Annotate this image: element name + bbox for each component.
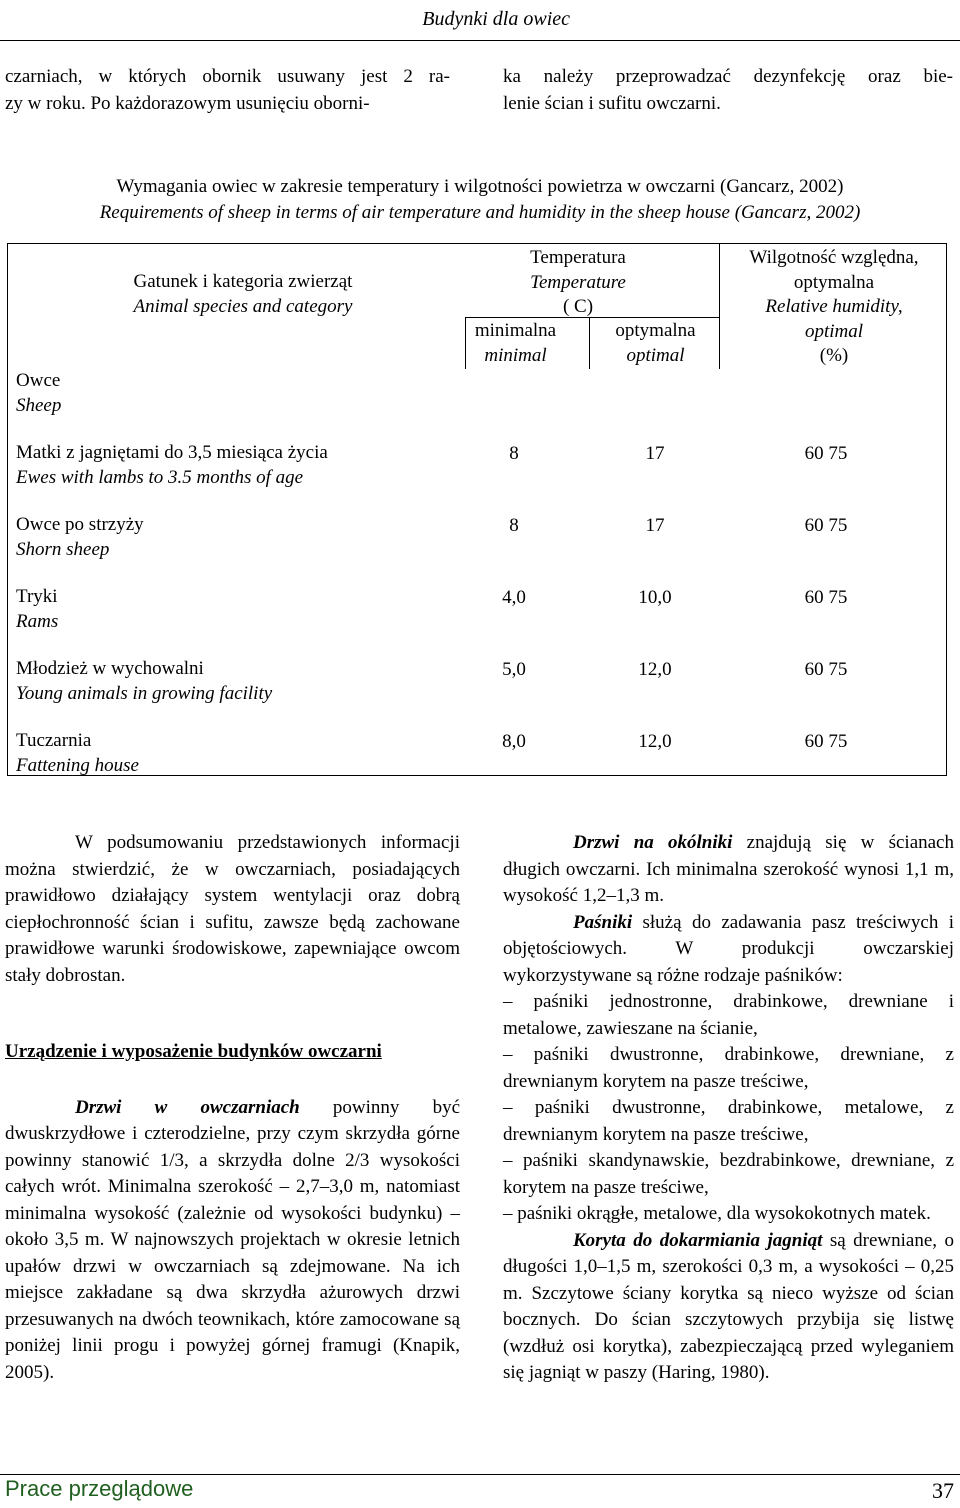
- footer-rule: [0, 1474, 960, 1475]
- table-col-divider-mid: [589, 317, 590, 369]
- list-item: – paśniki dwustronne, drabinkowe, drewniane, z drewnianym korytem na pasze treściwe,: [503, 1044, 954, 1092]
- left-column: [5, 830, 460, 1386]
- temp-unit: ( C): [562, 296, 594, 317]
- cell-min: 8,0: [502, 731, 526, 752]
- min-label-en: minimal: [484, 344, 547, 366]
- page-number: 37: [932, 1478, 954, 1503]
- right-column: [503, 830, 954, 1387]
- header-rule: [0, 40, 960, 41]
- cell-opt: 17: [645, 515, 665, 536]
- table-row: [16, 513, 144, 562]
- cell-opt: 17: [645, 443, 665, 464]
- col-header-species-pl: Gatunek i kategoria zwierząt: [133, 271, 353, 292]
- row-label-pl: Młodzież w wychowalni: [16, 658, 204, 679]
- table-caption-pl: Wymagania owiec w zakresie temperatury i wilgotności powietrza w owczarni (Gancarz, 2002): [116, 176, 844, 197]
- paddock-paragraph: [503, 830, 954, 910]
- hum-label-l4: optimal: [804, 320, 864, 342]
- group-label: [16, 369, 61, 418]
- row-label-pl: Owce po strzyży: [16, 514, 144, 535]
- cell-hum: 60 75: [804, 731, 848, 752]
- col-header-temperature: [463, 246, 693, 320]
- feeders-paragraph: [503, 910, 954, 990]
- row-label-en: Fattening house: [16, 754, 139, 776]
- list-item: – paśniki okrągłe, metalowe, dla wysokokotnych matek.: [503, 1203, 931, 1224]
- doors-paragraph: [5, 1095, 460, 1387]
- table-col-divider-left: [465, 317, 466, 369]
- cell-hum: 60 75: [804, 443, 848, 464]
- row-label-en: Shorn sheep: [16, 538, 110, 560]
- cell-min: 8: [509, 515, 519, 536]
- opt-label-en: optimal: [626, 344, 685, 366]
- section-heading-text: Urządzenie i wyposażenie budynków owczarni: [5, 1041, 382, 1062]
- col-header-opt: [593, 319, 718, 368]
- top-left-line-2: zy w roku. Po każdorazowym usunięciu oborni-: [5, 92, 370, 114]
- temp-label-pl: Temperatura: [530, 247, 626, 268]
- cell-hum: 60 75: [804, 587, 848, 608]
- cell-hum: 60 75: [804, 515, 848, 536]
- hum-label-l2: optymalna: [793, 271, 875, 293]
- list-item: – paśniki dwustronne, drabinkowe, metalowe, z drewnianym korytem na pasze treściwe,: [503, 1097, 954, 1145]
- row-label-pl: Tryki: [16, 586, 58, 607]
- min-label-pl: minimalna: [474, 320, 557, 341]
- troughs-text: są drewniane, o długości 1,0–1,5 m, szerokości 0,3 m, a wysokości – 0,25 m. Szczytowe ściany korytka są nieco wyższe od ścian bocznych. Do ścian szczytowych przybija się listwę (wzdłuż osi korytka), zabezpieczającą przed wyleganiem się jagniąt w paszy (Haring, 1980).: [503, 1229, 954, 1383]
- top-right-line-1: ka należy przeprowadzać dezynfekcję oraz bie-: [503, 66, 953, 87]
- hum-label-l1: Wilgotność względna,: [749, 247, 919, 268]
- list-item: – paśniki jednostronne, drabinkowe, drewniane i metalowe, zawieszane na ścianie,: [503, 991, 954, 1039]
- doors-term: Drzwi w owczarniach: [75, 1096, 300, 1118]
- hum-label-l3: Relative humidity,: [765, 296, 903, 317]
- list-item: – paśniki skandynawskie, bezdrabinkowe, drewniane, z korytem na pasze treściwe,: [503, 1150, 954, 1198]
- row-label-en: Ewes with lambs to 3.5 months of age: [16, 466, 304, 488]
- temp-label-en: Temperature: [530, 271, 626, 293]
- feeders-term: Paśniki: [573, 911, 633, 933]
- top-left-text: [5, 64, 450, 117]
- troughs-term: Koryta do dokarmiania jagniąt: [573, 1229, 823, 1251]
- table-row: [16, 585, 58, 634]
- cell-min: 5,0: [502, 659, 526, 680]
- requirements-table: [7, 243, 947, 776]
- cell-opt: 10,0: [638, 587, 672, 608]
- table-row: [16, 729, 139, 778]
- row-label-en: Young animals in growing facility: [16, 682, 273, 704]
- table-row: [16, 441, 328, 490]
- opt-label-pl: optymalna: [615, 320, 696, 341]
- cell-min: 4,0: [502, 587, 526, 608]
- top-right-text: [503, 64, 953, 117]
- col-header-humidity: [720, 246, 948, 369]
- running-header: Budynki dla owiec: [422, 8, 570, 30]
- group-label-en: Sheep: [16, 394, 62, 416]
- top-right-line-2: lenie ścian i sufitu owczarni.: [503, 92, 721, 114]
- table-caption-en: Requirements of sheep in terms of air temperature and humidity in the sheep house (Gancarz, 2002): [99, 202, 861, 223]
- table-row: [16, 657, 272, 706]
- col-header-species-en: Animal species and category: [133, 295, 353, 317]
- summary-paragraph: W podsumowaniu przedstawionych informacji można stwierdzić, że w owczarniach, posiadających prawidłowo działający system wentylacji oraz dobrą ciepłochronność ścian i sufitu, zawsze będą zachowane prawidłowe warunki środowiskowe, zapewniające owcom stały dobrostan.: [5, 832, 460, 986]
- cell-opt: 12,0: [638, 731, 672, 752]
- troughs-paragraph: [503, 1228, 954, 1387]
- doors-text: powinny być dwuskrzydłowe i czterodzielne, przy czym skrzydła górne powinny stanowić 1/3, a skrzydła dolne 2/3 wysokości całych wrót. Minimalna szerokość – 2,7–3,0 m, natomiast minimalna wysokość (zależnie od wysokości budynku) – około 3,5 m. W najnowszych projektach w okresie letnich upałów drzwi w owczarniach są zdejmowane. Na ich miejsce zakładane są dwa skrzydła ażurowych drzwi przesuwanych na dwóch teownikach, które zamocowane są poniżej linii progu i powyżej górnej framugi (Knapik, 2005).: [5, 1096, 460, 1383]
- cell-hum: 60 75: [804, 659, 848, 680]
- paddock-text: znajdują się w ścianach długich owczarni. Ich minimalna szerokość wynosi 1,1 m, wysokość 1,2–1,3 m.: [503, 832, 954, 906]
- row-label-en: Rams: [16, 610, 59, 632]
- top-left-line-1: czarniach, w których obornik usuwany jest 2 ra-: [5, 66, 450, 87]
- col-header-species: [78, 270, 408, 319]
- hum-unit: (%): [819, 345, 849, 366]
- section-heading: [5, 1039, 460, 1066]
- footer-section-title: Prace przeglądowe: [5, 1476, 194, 1501]
- row-label-pl: Tuczarnia: [16, 730, 92, 751]
- paddock-term: Drzwi na okólniki: [573, 832, 733, 853]
- cell-min: 8: [509, 443, 519, 464]
- cell-opt: 12,0: [638, 659, 672, 680]
- col-header-min: [458, 319, 573, 368]
- row-label-pl: Matki z jagniętami do 3,5 miesiąca życia: [16, 442, 328, 463]
- feeders-text: służą do zadawania pasz treściwych i objętościowych. W produkcji owczarskiej wykorzystywane są różne rodzaje paśników:: [503, 911, 954, 986]
- table-subheader-rule: [465, 317, 719, 318]
- group-label-pl: Owce: [16, 370, 61, 391]
